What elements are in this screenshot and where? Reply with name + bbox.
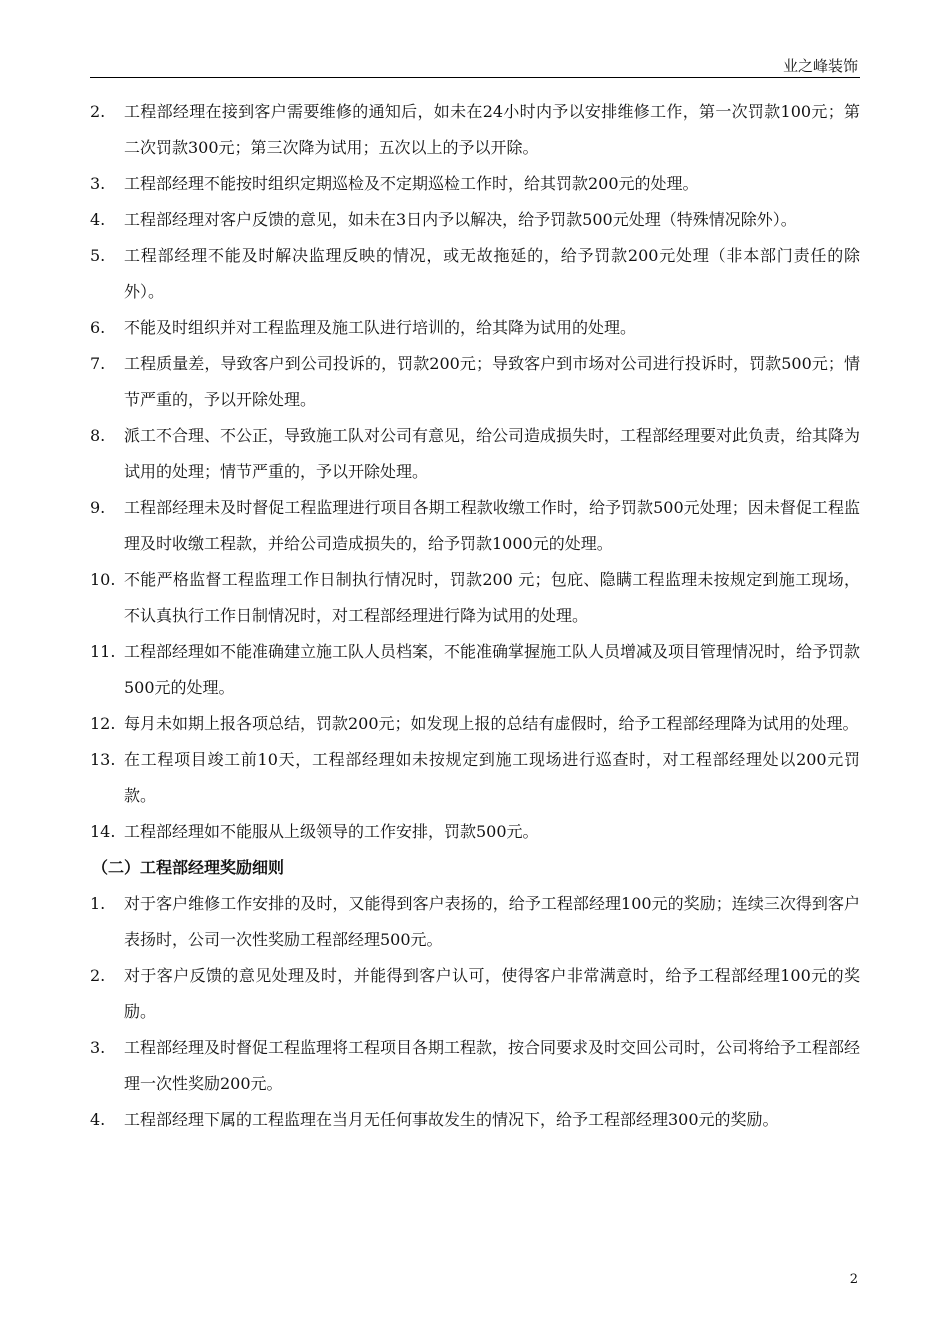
list-item bbox=[90, 814, 860, 850]
list-text: 工程部经理不能及时解决监理反映的情况，或无故拖延的，给予罚款200元处理（非本部门责任的除外）。 bbox=[124, 246, 860, 301]
list-number: 3. bbox=[90, 1038, 106, 1057]
list-number: 12. bbox=[90, 714, 116, 733]
list-item bbox=[90, 490, 860, 562]
list-text: 工程部经理及时督促工程监理将工程项目各期工程款，按合同要求及时交回公司时，公司将给予工程部经理一次性奖励200元。 bbox=[124, 1038, 861, 1093]
list-item bbox=[90, 346, 860, 418]
list-number: 11. bbox=[90, 642, 116, 661]
reward-list bbox=[90, 886, 860, 1138]
list-text: 工程部经理不能按时组织定期巡检及不定期巡检工作时，给其罚款200元的处理。 bbox=[124, 174, 699, 193]
list-item bbox=[90, 886, 860, 958]
list-number: 2. bbox=[90, 102, 106, 121]
list-number: 2. bbox=[90, 966, 106, 985]
penalty-list bbox=[90, 94, 860, 850]
list-number: 1. bbox=[90, 894, 106, 913]
list-item bbox=[90, 1102, 860, 1138]
list-number: 4. bbox=[90, 210, 106, 229]
list-number: 8. bbox=[90, 426, 106, 445]
list-number: 7. bbox=[90, 354, 106, 373]
list-text: 工程质量差，导致客户到公司投诉的，罚款200元；导致客户到市场对公司进行投诉时，罚款500元；情节严重的，予以开除处理。 bbox=[124, 354, 860, 409]
list-text: 对于客户反馈的意见处理及时，并能得到客户认可，使得客户非常满意时，给予工程部经理100元的奖励。 bbox=[124, 966, 860, 1021]
section-heading: （二）工程部经理奖励细则 bbox=[92, 858, 285, 877]
list-text: 工程部经理对客户反馈的意见，如未在3日内予以解决，给予罚款500元处理（特殊情况除外）。 bbox=[124, 210, 797, 229]
list-text: 工程部经理如不能准确建立施工队人员档案，不能准确掌握施工队人员增减及项目管理情况时，给予罚款500元的处理。 bbox=[124, 642, 861, 697]
list-number: 14. bbox=[90, 822, 116, 841]
list-item bbox=[90, 1030, 860, 1102]
list-text: 在工程项目竣工前10天，工程部经理如未按规定到施工现场进行巡查时，对工程部经理处以200元罚款。 bbox=[124, 750, 860, 805]
list-number: 10. bbox=[90, 570, 116, 589]
list-text: 工程部经理如不能服从上级领导的工作安排，罚款500元。 bbox=[124, 822, 539, 841]
list-number: 5. bbox=[90, 246, 106, 265]
list-number: 6. bbox=[90, 318, 106, 337]
list-item bbox=[90, 706, 860, 742]
list-item bbox=[90, 166, 860, 202]
page-number: 2 bbox=[849, 1272, 858, 1287]
document-body bbox=[90, 94, 860, 1138]
list-text: 不能及时组织并对工程监理及施工队进行培训的，给其降为试用的处理。 bbox=[124, 318, 637, 337]
header-divider bbox=[90, 77, 860, 78]
list-number: 13. bbox=[90, 750, 116, 769]
list-number: 3. bbox=[90, 174, 106, 193]
list-text: 工程部经理下属的工程监理在当月无任何事故发生的情况下，给予工程部经理300元的奖励。 bbox=[124, 1110, 779, 1129]
header-company-name: 业之峰装饰 bbox=[782, 57, 858, 75]
list-item bbox=[90, 202, 860, 238]
list-text: 工程部经理未及时督促工程监理进行项目各期工程款收缴工作时，给予罚款500元处理；因未督促工程监理及时收缴工程款，并给公司造成损失的，给予罚款1000元的处理。 bbox=[124, 498, 860, 553]
list-item bbox=[90, 562, 860, 634]
list-text: 不能严格监督工程监理工作日制执行情况时，罚款200 元；包庇、隐瞒工程监理未按规定到施工现场，不认真执行工作日制情况时，对工程部经理进行降为试用的处理。 bbox=[124, 570, 860, 625]
list-item bbox=[90, 238, 860, 310]
list-number: 9. bbox=[90, 498, 106, 517]
list-item bbox=[90, 634, 860, 706]
list-text: 工程部经理在接到客户需要维修的通知后，如未在24小时内予以安排维修工作，第一次罚款100元；第二次罚款300元；第三次降为试用；五次以上的予以开除。 bbox=[124, 102, 860, 157]
list-text: 对于客户维修工作安排的及时，又能得到客户表扬的，给予工程部经理100元的奖励；连续三次得到客户表扬时，公司一次性奖励工程部经理500元。 bbox=[124, 894, 860, 949]
list-text: 派工不合理、不公正，导致施工队对公司有意见，给公司造成损失时，工程部经理要对此负责，给其降为试用的处理；情节严重的，予以开除处理。 bbox=[124, 426, 861, 481]
list-number: 4. bbox=[90, 1110, 106, 1129]
list-item bbox=[90, 94, 860, 166]
list-text: 每月未如期上报各项总结，罚款200元；如发现上报的总结有虚假时，给予工程部经理降为试用的处理。 bbox=[124, 714, 859, 733]
list-item bbox=[90, 310, 860, 346]
list-item bbox=[90, 418, 860, 490]
list-item bbox=[90, 742, 860, 814]
list-item bbox=[90, 958, 860, 1030]
